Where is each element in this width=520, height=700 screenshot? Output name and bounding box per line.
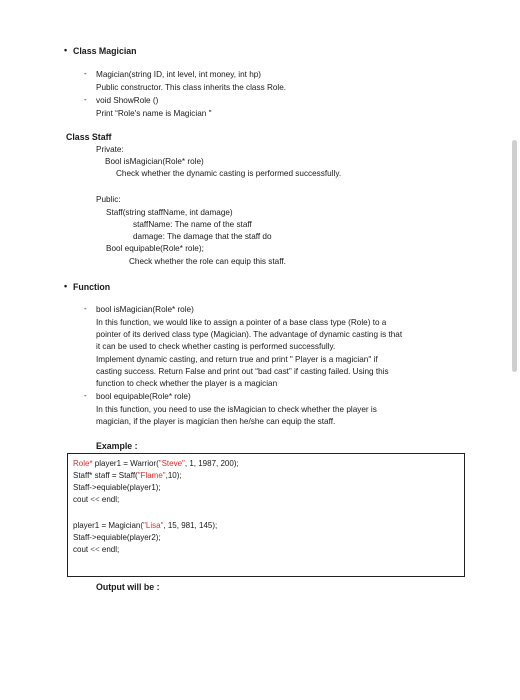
magician-ctor-sig: Magician(string ID, int level, int money, int hp) [96,70,262,79]
staff-param-damage: damage: The damage that the staff do [133,232,272,241]
function-desc-line: it can be used to check whether casting is performed successfully. [96,342,336,351]
function-heading: Function [73,282,111,292]
code-line: cout << endl; [73,545,120,554]
staff-ctor-sig: Staff(string staffName, int damage) [106,208,233,217]
bullet-icon: • [64,281,68,291]
function-desc-line: magician, if the player is magician then he/she can equip the staff. [96,417,336,426]
dash-icon: - [84,95,87,104]
function-desc-line: In this function, you need to use the isMagician to check whether the player is [96,405,377,414]
staff-ismagician-sig: Bool isMagician(Role* role) [105,157,204,166]
staff-private-label: Private: [96,145,124,154]
staff-ismagician-desc: Check whether the dynamic casting is performed successfully. [116,169,342,178]
dash-icon: - [84,304,87,313]
function-desc-line: In this function, we would like to assign a pointer of a base class type (Role) to a [96,318,387,327]
code-line: Staff* staff = Staff("Flame",10); [73,471,182,480]
code-type: Role* [73,459,93,468]
code-line: Role* player1 = Warrior("Steve", 1, 1987, 200); [73,459,239,468]
code-line: cout << endl; [73,495,120,504]
function-desc-line: casting success. Return False and print out “bad cast” if casting failed. Using this [96,367,389,376]
magician-showrole-sig: void ShowRole () [96,96,159,105]
code-line: Staff->equiable(player1); [73,483,161,492]
code-line: player1 = Magician("Lisa", 15, 981, 145); [73,521,218,530]
function-equipable-sig: bool equipable(Role* role) [96,392,191,401]
bullet-icon: • [64,45,68,55]
output-label: Output will be : [96,582,160,592]
function-ismagician-sig: bool isMagician(Role* role) [96,305,194,314]
staff-public-label: Public: [96,195,121,204]
example-heading: Example : [96,441,138,451]
function-desc-line: Implement dynamic casting, and return true and print " Player is a magician" if [96,355,378,364]
staff-param-name: staffName: The name of the staff [133,220,252,229]
staff-equip-sig: Bool equipable(Role* role); [106,244,204,253]
function-desc-line: function to check whether the player is a magician [96,379,278,388]
code-line: Staff->equiable(player2); [73,533,161,542]
dash-icon: - [84,391,87,400]
magician-heading: Class Magician [73,46,137,56]
staff-heading: Class Staff [66,132,112,142]
function-desc-line: pointer of its derived class type (Magician). The advantage of dynamic casting is that [96,330,403,339]
dash-icon: - [84,69,87,78]
magician-ctor-desc: Public constructor. This class inherits the class Role. [96,83,287,92]
staff-equip-desc: Check whether the role can equip this staff. [129,257,286,266]
magician-showrole-desc: Print “Role's name is Magician " [96,109,212,118]
code-block [67,453,465,577]
scrollbar[interactable] [512,140,517,372]
